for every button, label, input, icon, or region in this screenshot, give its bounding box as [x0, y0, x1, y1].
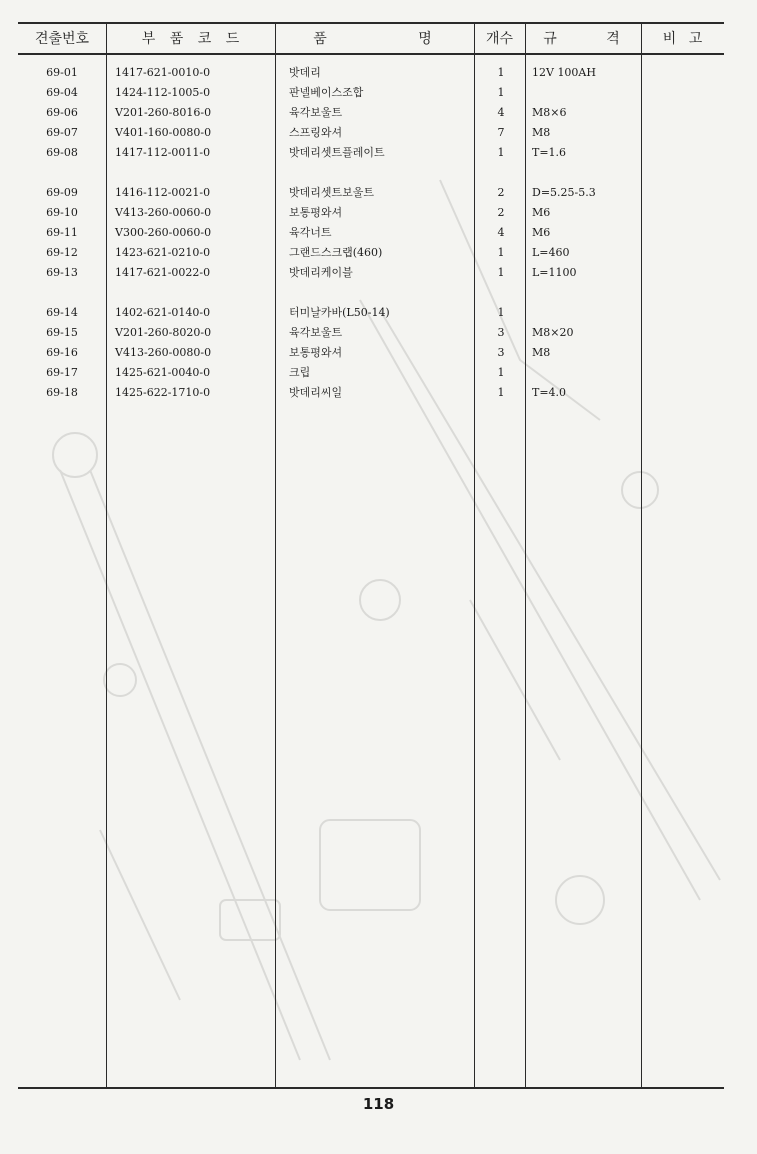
row-item-number: 69-15 [46, 326, 78, 339]
row-spec: D=5.25-5.3 [532, 186, 596, 199]
row-part-name: 밧데리 [289, 66, 321, 79]
row-quantity: 2 [497, 206, 505, 219]
row-part-code: 1417-621-0022-0 [115, 266, 211, 279]
row-quantity: 1 [497, 366, 505, 379]
row-part-code: 1417-112-0011-0 [115, 146, 211, 159]
table-row [0, 343, 757, 363]
row-item-number: 69-09 [46, 186, 78, 199]
table-top-rule [18, 22, 724, 24]
row-quantity: 1 [497, 386, 505, 399]
row-part-code: V300-260-0060-0 [115, 226, 212, 239]
row-part-name: 그랜드스크랩(460) [289, 246, 383, 259]
page-number: 118 [362, 1095, 395, 1113]
row-quantity: 4 [497, 106, 505, 119]
table-row [0, 243, 757, 263]
row-spec [532, 303, 640, 323]
header-part-code: 부 품 코 드 [141, 31, 240, 47]
row-part-name: 밧데리씨일 [289, 386, 343, 399]
row-part-name: 육각너트 [289, 226, 332, 239]
row-item-number: 69-16 [46, 346, 78, 359]
row-part-name: 판넬베이스조합 [289, 86, 364, 99]
row-spec: T=4.0 [532, 386, 567, 399]
row-part-name: 밧데리셋트플레이트 [289, 146, 385, 159]
row-spec: M8 [532, 126, 551, 139]
row-spec: L=1100 [532, 266, 577, 279]
column-divider-4 [525, 22, 526, 1088]
row-part-code: 1425-621-0040-0 [115, 366, 211, 379]
row-quantity: 1 [497, 306, 505, 319]
row-item-number: 69-01 [46, 66, 78, 79]
row-part-code: 1416-112-0021-0 [115, 186, 211, 199]
row-part-code: 1417-621-0010-0 [115, 66, 211, 79]
row-item-number: 69-04 [46, 86, 78, 99]
column-divider-5 [641, 22, 642, 1088]
header-remarks: 비 고 [662, 31, 703, 47]
table-row [0, 363, 757, 383]
row-part-name: 스프링와셔 [289, 126, 343, 139]
row-item-number: 69-17 [46, 366, 78, 379]
row-item-number: 69-08 [46, 146, 78, 159]
row-part-name: 보통평와셔 [289, 346, 343, 359]
row-part-code: V401-160-0080-0 [115, 126, 212, 139]
row-spec: L=460 [532, 246, 570, 259]
table-row [0, 303, 757, 323]
row-quantity: 1 [497, 66, 505, 79]
row-item-number: 69-12 [46, 246, 78, 259]
table-row [0, 203, 757, 223]
row-part-code: V201-260-8016-0 [115, 106, 212, 119]
row-quantity: 4 [497, 226, 505, 239]
column-divider-1 [106, 22, 107, 1088]
row-quantity: 1 [497, 246, 505, 259]
row-quantity: 1 [497, 146, 505, 159]
row-spec: M6 [532, 226, 551, 239]
row-quantity: 3 [497, 326, 505, 339]
row-spec: M8×6 [532, 106, 567, 119]
row-part-code: V413-260-0080-0 [115, 346, 212, 359]
row-spec: M8 [532, 346, 551, 359]
row-quantity: 3 [497, 346, 505, 359]
column-divider-3 [474, 22, 475, 1088]
row-spec: M8×20 [532, 326, 574, 339]
row-quantity: 1 [497, 266, 505, 279]
row-part-code: V413-260-0060-0 [115, 206, 212, 219]
row-item-number: 69-10 [46, 206, 78, 219]
row-item-number: 69-06 [46, 106, 78, 119]
column-divider-2 [275, 22, 276, 1088]
row-spec: T=1.6 [532, 146, 567, 159]
row-part-code: 1423-621-0210-0 [115, 246, 211, 259]
header-item-number: 견출번호 [34, 31, 90, 47]
row-item-number: 69-11 [46, 226, 78, 239]
header-spec-left: 규 [543, 31, 557, 47]
table-row [0, 223, 757, 243]
table-row [0, 123, 757, 143]
table-row [0, 323, 757, 343]
table-row [0, 63, 757, 83]
row-spec: M6 [532, 206, 551, 219]
table-bottom-rule [18, 1087, 724, 1089]
row-item-number: 69-14 [46, 306, 78, 319]
row-item-number: 69-07 [46, 126, 78, 139]
row-part-code: 1402-621-0140-0 [115, 306, 211, 319]
row-item-number: 69-18 [46, 386, 78, 399]
row-quantity: 7 [497, 126, 505, 139]
table-row [0, 263, 757, 283]
header-spec-right: 격 [606, 31, 620, 47]
row-part-name: 밧데리셋트보울트 [289, 186, 375, 199]
header-part-name-left: 품 [313, 31, 327, 47]
row-spec [532, 363, 640, 383]
row-item-number: 69-13 [46, 266, 78, 279]
row-part-name: 육각보울트 [289, 326, 343, 339]
row-spec: 12V 100AH [532, 66, 596, 79]
row-quantity: 1 [497, 86, 505, 99]
row-quantity: 2 [497, 186, 505, 199]
row-part-code: 1424-112-1005-0 [115, 86, 211, 99]
header-part-name-right: 명 [418, 31, 432, 47]
row-part-code: 1425-622-1710-0 [115, 386, 211, 399]
row-part-name: 터미날카바(L50-14) [289, 306, 390, 319]
table-row [0, 83, 757, 103]
row-part-name: 밧데리케이블 [289, 266, 353, 279]
row-part-name: 크립 [289, 366, 311, 379]
row-part-code: V201-260-8020-0 [115, 326, 212, 339]
header-bottom-rule [18, 53, 724, 55]
table-row [0, 143, 757, 163]
row-part-name: 보통평와셔 [289, 206, 343, 219]
row-spec [532, 83, 640, 103]
table-row [0, 103, 757, 123]
row-part-name: 육각보울트 [289, 106, 343, 119]
table-row [0, 183, 757, 203]
header-quantity: 개수 [485, 31, 514, 47]
table-row [0, 383, 757, 403]
